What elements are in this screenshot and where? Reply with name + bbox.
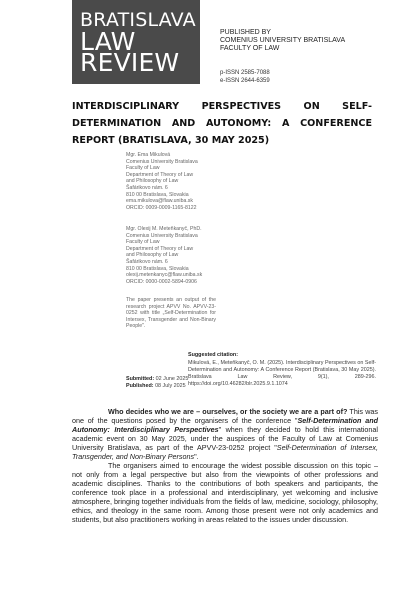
logo-line-1: BRATISLAVA <box>80 9 196 31</box>
submitted-label: Submitted: <box>126 376 155 382</box>
body-text: " when they decided to hold this international academic event on 30 May 2025, under the auspices of the Faculty of Law at Comenius University Bratislava, as part of the APVV-23-0252 project " <box>72 425 378 452</box>
author-city: 810 00 Bratislava, Slovakia <box>126 265 189 272</box>
author-name: Mgr. Ema Mikulová <box>126 152 171 158</box>
author-university: Comenius University Bratislava <box>126 232 198 239</box>
author-affiliation-2 <box>126 226 216 285</box>
suggested-citation <box>188 352 376 388</box>
publisher-block <box>220 29 345 52</box>
print-issn: p-ISSN 2585-7088 <box>220 70 270 76</box>
author-email[interactable]: ema.mikulova@flaw.uniba.sk <box>126 198 193 205</box>
author-orcid: ORCID: 0000-0002-5894-0906 <box>126 278 197 285</box>
submitted-value: 02 June 2025 <box>155 376 189 382</box>
author-street: Šafárikovo nám. 6 <box>126 258 168 265</box>
project-title: Self-Determination of Intersex, Transgender, and Non-Binary Persons <box>72 443 378 461</box>
body-text: This was one of the questions posed by the organisers of the conference " <box>72 407 378 425</box>
body-paragraph-2: The organisers aimed to encourage the widest possible discussion on this topic – not only from a legal perspective but also from the viewpoints of other professions and academic disciplines. Thanks to the contributions of both speakers and participants, the conference took place in a professional and interdisciplinary, yet welcoming and inclusive atmosphere, bringing together individuals from the fields of law, medicine, sociology, philosophy, ethics, and theology in the same room. Among those present were not only academics and students, but also practitioners working in areas related to the issues under discussion. <box>72 461 378 524</box>
author-name: Mgr. Olexij M. Meteňkanyč, PhD. <box>126 226 202 232</box>
issn-block <box>220 70 270 85</box>
publisher-line-3: FACULTY OF LAW <box>220 44 280 52</box>
citation-text[interactable]: Mikulová, E., Meteňkanyč, O. M. (2025). Interdisciplinary Perspectives on Self-Determination and Autonomy: A Conference Report (Bratislava, 30 May 2025). Bratislava Law Review, 9(1), 289-296. https://doi.org/10.46282/blr.2025.9.1.1074 <box>188 359 376 387</box>
author-street: Šafárikovo nám. 6 <box>126 184 168 191</box>
author-faculty: Faculty of Law <box>126 165 160 172</box>
logo-line-2: LAW <box>80 27 136 56</box>
author-department-cont: and Philosophy of Law <box>126 178 179 185</box>
article-body <box>72 407 378 524</box>
published-value: 08 July 2025 <box>155 383 186 390</box>
title-line-3: REPORT (BRATISLAVA, 30 MAY 2025) <box>72 135 270 146</box>
funding-note: The paper presents an output of the research project APVV No. APVV-23-0252 with title „Self-Determination for Intersex, Transgender and Non-Binary People". <box>126 297 216 330</box>
electronic-issn: e-ISSN 2644-6359 <box>220 77 270 84</box>
publisher-line-1: PUBLISHED BY <box>220 29 271 36</box>
author-orcid: ORCID: 0009-0009-1165-8122 <box>126 204 197 211</box>
author-city: 810 00 Bratislava, Slovakia <box>126 191 189 198</box>
article-title <box>72 98 372 149</box>
logo-line-3: REVIEW <box>80 48 180 77</box>
body-paragraph-1 <box>72 407 378 461</box>
published-label: Published: <box>126 383 154 390</box>
author-faculty: Faculty of Law <box>126 239 160 246</box>
submitted-date <box>126 376 196 383</box>
author-email[interactable]: olexij.metenkanyc@flaw.uniba.sk <box>126 272 203 279</box>
opening-question: Who decides who we are – ourselves, or the society we are a part of? <box>108 407 348 416</box>
published-date <box>126 383 196 390</box>
title-line-1: INTERDISCIPLINARY PERSPECTIVES ON SELF- <box>72 101 372 112</box>
citation-label: Suggested citation: <box>188 352 239 358</box>
journal-logo <box>72 0 200 84</box>
conference-title: Self-Determination and Autonomy: Interdisciplinary Perspectives <box>72 416 378 434</box>
article-dates <box>126 376 196 390</box>
author-department: Department of Theory of Law <box>126 245 194 252</box>
author-department-cont: and Philosophy of Law <box>126 252 179 259</box>
author-department: Department of Theory of Law <box>126 171 194 178</box>
title-line-2: DETERMINATION AND AUTONOMY: A CONFERENCE <box>72 118 372 129</box>
author-affiliation-1 <box>126 152 216 211</box>
body-text: ". <box>194 452 199 461</box>
author-university: Comenius University Bratislava <box>126 158 198 165</box>
publisher-line-2: COMENIUS UNIVERSITY BRATISLAVA <box>220 36 346 44</box>
